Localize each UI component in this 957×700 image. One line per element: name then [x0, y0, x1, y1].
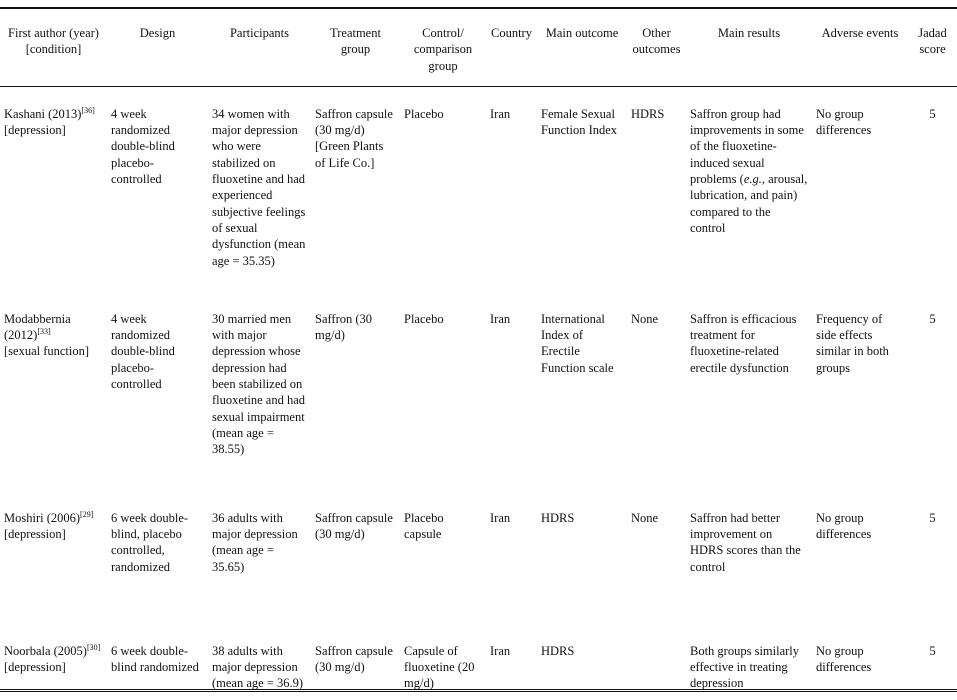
cell-adverse-events: No group differences [816, 510, 872, 542]
cell-author [0, 624, 107, 692]
cell-adverse-events: No group differences [816, 106, 872, 138]
condition: [sexual function] [4, 344, 90, 359]
cell-control: Placebo [404, 106, 444, 121]
header-author: First author (year) [condition] [8, 26, 99, 57]
cell-other-outcomes: None [631, 510, 659, 525]
reference-number: [33] [37, 327, 51, 337]
main-results-text: Saffron group had improvements in some of the fluoxetine-induced sexual problems ( [690, 106, 804, 187]
cell-main-results: Saffron had better improvement on HDRS scores than the control [690, 510, 801, 574]
cell-author [0, 86, 107, 292]
cell-author [0, 491, 107, 624]
header-other-outcomes: Other outcomes [632, 26, 681, 57]
header-main-outcome: Main outcome [545, 26, 619, 40]
reference-number: [36] [81, 105, 95, 115]
cell-main-results: Saffron is efficacious treatment for fluoxetine-related erectile dysfunction [690, 311, 797, 375]
cell-author [0, 292, 107, 491]
header-control: Control/ comparison group [413, 26, 473, 73]
author-name: Moshiri (2006) [4, 510, 81, 525]
cell-country: Iran [490, 311, 511, 326]
cell-other-outcomes: None [631, 311, 659, 326]
condition: [depression] [4, 660, 66, 675]
cell-jadad-score: 5 [929, 311, 936, 326]
header-country: Country [491, 26, 532, 40]
cell-jadad-score: 5 [929, 510, 936, 525]
cell-participants: 30 married men with major depression whose depression had been stabilized on fluoxetine and had sexual impairment (mean age = 38.55) [212, 311, 306, 457]
condition: [depression] [4, 123, 66, 138]
author-name: Kashani (2013) [4, 106, 82, 121]
cell-main-results: Both groups similarly effective in treating depression [690, 643, 800, 691]
cell-main-outcome: International Index of Erectile Function scale [541, 311, 614, 375]
cell-country: Iran [490, 510, 511, 525]
cell-main-outcome: HDRS [541, 643, 575, 658]
cell-treatment: Saffron capsule (30 mg/d) [315, 510, 393, 542]
cell-jadad-score: 5 [929, 106, 936, 121]
cell-participants: 34 women with major depression who were stabilized on fluoxetine and had experienced subjective feelings of sexual dysfunction (mean age = 35.35) [212, 106, 306, 268]
cell-main-outcome: HDRS [541, 510, 575, 525]
cell-design: 4 week randomized double-blind placebo-controlled [111, 311, 175, 392]
table-bottom-rule [0, 689, 957, 692]
cell-main-results [686, 86, 812, 292]
cell-country: Iran [490, 643, 511, 658]
cell-treatment: Saffron capsule (30 mg/d) [315, 643, 393, 675]
cell-control: Placebo capsule [404, 510, 444, 542]
cell-jadad-score: 5 [929, 643, 936, 658]
header-treatment: Treatment group [330, 26, 381, 57]
cell-country: Iran [490, 106, 511, 121]
cell-treatment: Saffron (30 mg/d) [315, 311, 373, 343]
author-name: Modabbernia (2012) [4, 311, 71, 343]
header-adverse-events: Adverse events [821, 26, 899, 40]
cell-adverse-events: No group differences [816, 643, 872, 675]
header-design: Design [139, 26, 176, 40]
cell-main-outcome: Female Sexual Function Index [541, 106, 618, 138]
main-results-text-end: , arousal, lubrication, and pain) compared to the control [690, 172, 808, 235]
cell-control: Placebo [404, 311, 444, 326]
header-row [0, 8, 957, 86]
cell-participants: 38 adults with major depression (mean age = 36.9) [212, 643, 304, 691]
cell-adverse-events: Frequency of side effects similar in both groups [816, 311, 889, 375]
cell-design: 4 week randomized double-blind placebo-controlled [111, 106, 175, 187]
table-row [0, 624, 957, 692]
cell-other-outcomes: HDRS [631, 106, 665, 121]
cell-design: 6 week double-blind, placebo controlled, randomized [111, 510, 189, 574]
reference-number: [29] [80, 509, 94, 519]
table-row [0, 292, 957, 491]
author-name: Noorbala (2005) [4, 643, 87, 658]
cell-other-outcomes [627, 624, 686, 692]
studies-table [0, 7, 957, 692]
table-row [0, 491, 957, 624]
reference-number: [30] [86, 642, 101, 652]
table-row [0, 86, 957, 292]
header-participants: Participants [229, 26, 289, 40]
header-jadad-score: Jadad score [918, 26, 947, 57]
cell-design: 6 week double-blind randomized [111, 643, 199, 675]
cell-control: Capsule of fluoxetine (20 mg/d) [404, 643, 475, 691]
cell-participants: 36 adults with major depression (mean age = 35.65) [212, 510, 298, 574]
condition: [depression] [4, 527, 66, 542]
main-results-emphasis: e.g. [743, 172, 762, 187]
header-main-results: Main results [717, 26, 781, 40]
cell-treatment: Saffron capsule (30 mg/d) [Green Plants of Life Co.] [315, 106, 393, 170]
